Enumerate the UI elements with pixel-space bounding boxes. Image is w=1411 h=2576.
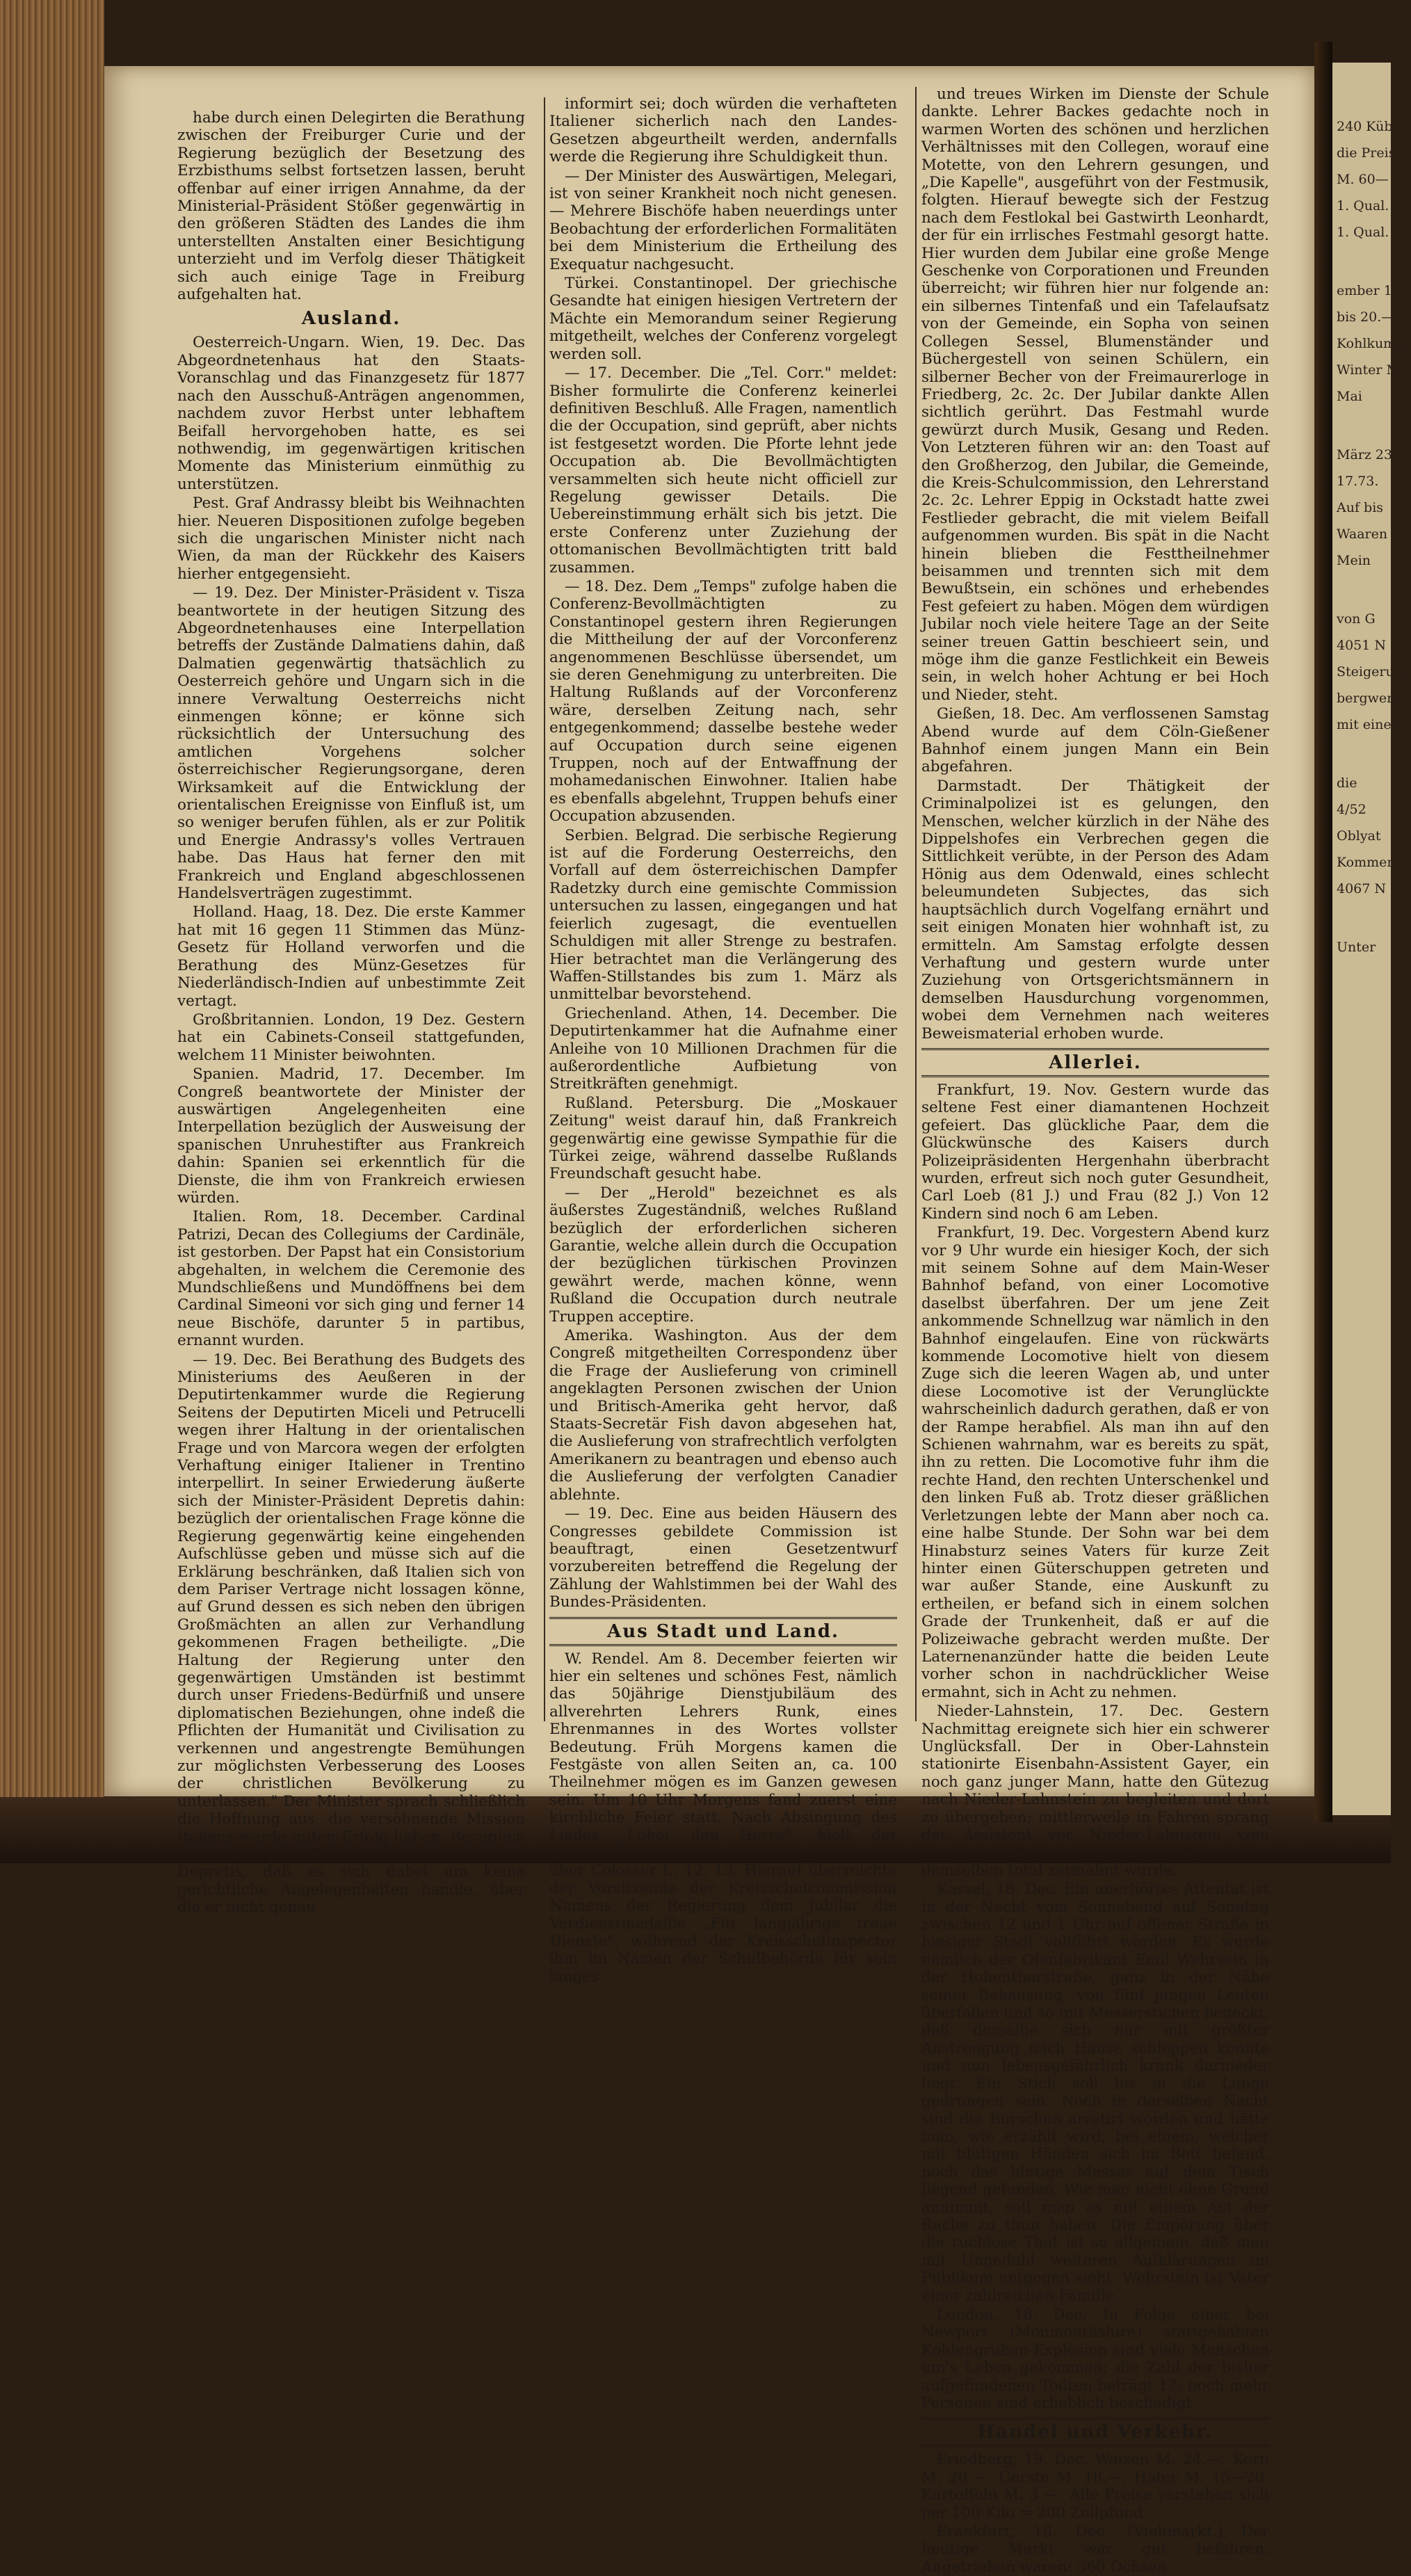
- book-page-edges: [0, 0, 104, 1863]
- paragraph: Amerika. Washington. Aus der dem Congreß mitgetheilten Correspondenz über die Frage der Auslieferung von criminell angeklagten Personen zwischen der Union und Britisch-Amerika geht hervor, daß Staats-Secretär Fish davon abgesehen hat, die Auslieferung von strafrechtlich verfolgten Amerikanern zu beantragen und ebenso auch die Auslieferung der verfolgten Canadier ablehnte.: [549, 1327, 897, 1504]
- paragraph: — 19. Dec. Eine aus beiden Häusern des Congresses gebildete Commission ist beauftragt, einen Gesetzentwurf vorzubereiten betreffend die Regelung der Zählung der Wahlstimmen bei der Wahl des Bundes-Präsidenten.: [549, 1505, 897, 1611]
- next-page-fragment: Mein: [1337, 553, 1371, 568]
- next-page-fragment: 1. Qual.: [1337, 225, 1389, 240]
- column-left: [177, 109, 525, 1917]
- paragraph: Frankfurt, 19. Dec. Vorgestern Abend kurz vor 9 Uhr wurde ein hiesiger Koch, der sich mit seinem Sohne auf dem Main-Weser Bahnhof befand, von einer Locomotive daselbst überfahren. Der um jene Zeit ankommende Schnellzug war nämlich in den Bahnhof eingelaufen. Eine von rückwärts kommende Locomotive hielt von diesem Zuge sich die leeren Wagen ab, und unter diese Locomotive ist der Verunglückte wahrscheinlich dadurch gerathen, daß er von der Rampe herabfiel. Als man ihn auf den Schienen wahrnahm, war es bereits zu spät, ihn zu retten. Die Locomotive fuhr ihm die rechte Hand, den rechten Unterschenkel und den linken Fuß ab. Trotz dieser gräßlichen Verletzungen lebte der Mann aber noch ca. eine halbe Stunde. Der Sohn war bei dem Hinabsturz seines Vaters für kurze Zeit hinter einen Güterschuppen getreten und war außer Stande, eine Auskunft zu ertheilen, er befand sich in einem solchen Grade der Trunkenheit, daß er auf die Polizeiwache gebracht werden mußte. Der Laternenanzünder hatte die beiden Leute vorher schon in nachdrücklicher Weise ermahnt, sich in Acht zu nehmen.: [921, 1224, 1269, 1701]
- next-page-fragment: bis 20.—: [1337, 309, 1395, 325]
- column-right: [921, 86, 1269, 2576]
- next-page-fragment: bergwert: [1337, 691, 1398, 706]
- next-page-fragment: von G: [1337, 611, 1376, 627]
- next-page-fragment: 240 Küb: [1337, 119, 1393, 134]
- paragraph: und treues Wirken im Dienste der Schule dankte. Lehrer Backes gedachte noch in warmen Worten des schönen und herzlichen Verhältnisses mit den Collegen, worauf eine Motette, von den Lehrern gesungen, und „Die Kapelle", ausgeführt von der Festmusik, folgten. Hierauf bewegte sich der Festzug nach dem Festlokal bei Gastwirth Leonhardt, der für ein irrlisches Festmahl gesorgt hatte. Hier wurden dem Jubilar eine große Menge Geschenke von Corporationen und Freunden überreicht; wir führen hier nur folgende an: ein silbernes Tintenfaß und ein Tafelaufsatz von der Gemeinde, ein Sopha von seinen Collegen Sessel, Blumenständer und Büchergestell von seinen Schülern, ein silberner Becher von der Freimaurerloge in Friedberg, 2c. 2c. Der Jubilar dankte Allen sichtlich gerührt. Das Festmahl wurde gewürzt durch Musik, Gesang und Reden. Von Letzteren führen wir an: den Toast auf den Großherzog, den Jubilar, die Gemeinde, die Kreis-Schulcommission, den Lehrerstand 2c. 2c. Lehrer Eppig in Ockstadt hatte zwei Festlieder gebracht, die mit vielem Beifall aufgenommen wurden. Bis spät in die Nacht hinein blieben die Festtheilnehmer beisammen und trennten sich mit dem Bewußtsein, ein schönes und erhebendes Fest gefeiert zu haben. Mögen dem würdigen Jubilar noch viele heitere Tage an der Seite seiner treuen Gattin beschieert sein, und möge ihm die ganze Festlichkeit ein Beweis sein, in welch hoher Achtung er bei Hoch und Nieder, steht.: [921, 86, 1269, 704]
- next-page-fragment: 1. Qual.: [1337, 198, 1389, 214]
- next-page-fragment: Kohlkumm: [1337, 336, 1409, 351]
- next-page-fragment: ember 1: [1337, 283, 1392, 298]
- paragraph: — 18. Dez. Dem „Temps" zufolge haben die Conferenz-Bevollmächtigten zu Constantinopel gestern ihren Regierungen die Mittheilung der auf der Vorconferenz angenommenen Beschlüsse übersendet, um sie deren Genehmigung zu unterbreiten. Die Haltung Rußlands auf der Vorconferenz wäre, derselben Zeitung nach, sehr entgegenkommend; dasselbe bestehe weder auf Occupation durch seine eigenen Truppen, noch auf der Entwaffnung der mohamedanischen Einwohner. Italien habe es ebenfalls abgelehnt, Truppen behufs einer Occupation abzusenden.: [549, 577, 897, 826]
- next-page-fragment: Oblyat: [1337, 828, 1381, 844]
- section-heading-ausland: Ausland.: [301, 308, 401, 330]
- paragraph: Frankfurt, 18. Dec. (Viehmarkt.) Der heutige Markt war gut befahren. Angetrieben waren: 360 Ochsen: [921, 2523, 1269, 2576]
- paragraph: Gießen, 18. Dec. Am verflossenen Samstag Abend wurde auf dem Cöln-Gießener Bahnhof einem jungen Mann ein Bein abgefahren.: [921, 705, 1269, 776]
- next-page-fragment: Kommen: [1337, 855, 1396, 870]
- next-page-fragment: 4/52: [1337, 802, 1366, 817]
- section-heading-allerlei: Allerlei.: [921, 1048, 1269, 1077]
- paragraph: habe durch einen Delegirten die Berathung zwischen der Freiburger Curie und der Regierung bezüglich der Besetzung des Erzbisthums selbst fortsetzen lassen, beruht offenbar auf einer irrigen Annahme, da der Ministerial-Präsident Stößer gegenwärtig in den größeren Städten des Landes die ihm unterstellten Anstalten einer Besichtigung unterzieht und im Verfolg dieser Thätigkeit sich auch einige Tage in Freiburg aufgehalten hat.: [177, 109, 525, 304]
- column-middle: [549, 95, 897, 1986]
- section-heading-aus-stadt-und-land: Aus Stadt und Land.: [549, 1617, 897, 1646]
- paragraph: Kassel, 18. Dec. Ein unerhörtes Attentat ist in der Nacht vom Sonnabend auf Sonntag zwischen 12 und 1 Uhr auf offener Straße in hiesiger Stadt vollführt worden. Es wurde nämlich der Ofenfabrikant Emil Wehrsein in der Hohenthorstraße, ganz in der Nähe seiner Behausung, von fünf jungen Leuten überfallen und so mit Messerstichen bedeckt, daß derselbe sich nur mit größter Anstrengung nach Hause schleppen konnte und nun lebensgefährlich krank darnieder liegt. Ein Stich soll bis in die Lunge gedrungen sein. Noch in derselben Nacht sind die Burschen arretirt worden und hätte man, wie erzählt wird, bei einem, welcher mit blutigen Händen sich im Bett befand, noch das blutige Messer auf dem Tisch liegend gefunden. Wie man nicht ohne Grund annimmt, soll man es mit einem Act der Rache zu thun haben. Die Empörung über die ruchlose That ist so allgemein, daß man mit Ungeduld weiteren Aufklärungen im Publikum entgegen sieht. Wehrstein ist Vater einer zahlreichen Familie.: [921, 1881, 1269, 2305]
- paragraph: Pest. Graf Andrassy bleibt bis Weihnachten hier. Neueren Dispositionen zufolge begeben sich die ungarischen Minister nicht nach Wien, da man der Rückkehr des Kaisers hierher entgegensieht.: [177, 494, 525, 583]
- next-page-fragment: mit einem: [1337, 717, 1404, 732]
- paragraph: W. Rendel. Am 8. December feierten wir hier ein seltenes und schönes Fest, nämlich das 50jährige Dienstjubiläum des allverehrten Lehrers Runk, eines Ehrenmannes in des Wortes vollster Bedeutung. Früh Morgens kamen die Festgäste von allen Seiten an, ca. 100 Theilnehmer mögen es im Ganzen gewesen sein. Um 10 Uhr Morgens fand zuerst eine kirchliche Feier statt. Nach Absingung des Liedes „Lobet den Herrn", hielt der Ortsgeistliche eine ergreifende Ansprache über Colosser I., 12. 13. Hierauf überreichte der Vorsitzende der Kreisschulcommission Namens der Regierung dem Jubilar die Verdienstmedaille „Für langjährige treue Dienste", während der Kreisschulinspector ihm im Namen der Schulbehörde für sein langes: [549, 1650, 897, 1986]
- paragraph: — Der „Herold" bezeichnet es als äußerstes Zugeständniß, welches Rußland bezüglich der erforderlichen sicheren Garantie, welche allein durch die Occupation der bezüglichen türkischen Provinzen gewährt werde, machen könne, wenn Rußland die Occupation durch neutrale Truppen acceptire.: [549, 1184, 897, 1326]
- paragraph: Frankfurt, 19. Nov. Gestern wurde das seltene Fest einer diamantenen Hochzeit gefeiert. Das glückliche Paar, dem die Glückwünsche des Kaisers durch Polizeipräsidenten Hergenhahn überbracht wurden, erfreut sich noch guter Gesundheit, Carl Loeb (81 J.) und Frau (82 J.) Von 12 Kindern sind noch 6 am Leben.: [921, 1081, 1269, 1223]
- next-page-fragment: Unter: [1337, 940, 1376, 955]
- paragraph: Türkei. Constantinopel. Der griechische Gesandte hat einigen hiesigen Vertretern der Mächte ein Memorandum seiner Regierung mitgetheilt, welches der Conferenz vorgelegt werden soll.: [549, 275, 897, 363]
- next-page-fragment: Winter M.: [1337, 362, 1405, 378]
- paragraph: — 19. Dez. Der Minister-Präsident v. Tisza beantwortete in der heutigen Sitzung des Abgeordnetenhauses eine Interpellation betreffs der Zustände Dalmatiens dahin, daß Dalmatien gegenwärtig thatsächlich zu Oesterreich gehöre und Ungarn sich in die innere Verwaltung Oesterreichs nicht einmengen könne; er könne sich rücksichtlich der Untersuchung des amtlichen Vorgehens solcher österreichischer Regierungsorgane, deren Wirksamkeit auf die Entwicklung der orientalischen Ereignisse von Einfluß ist, um so weniger berufen fühlen, als er zur Politik und Energie Andrassy's volles Vertrauen habe. Das Haus hat ferner den mit Frankreich und England abgeschlossenen Handelsverträgen zugestimmt.: [177, 584, 525, 903]
- column-rule-1: [544, 97, 545, 1721]
- paragraph: Großbritannien. London, 19 Dez. Gestern hat ein Cabinets-Conseil stattgefunden, welchem 11 Minister beiwohnten.: [177, 1011, 525, 1064]
- next-page-fragment: 17.73.: [1337, 474, 1379, 489]
- column-rule-2: [915, 87, 917, 1721]
- next-page-fragment: Waaren: [1337, 526, 1388, 542]
- next-page-fragment: M. 60—: [1337, 172, 1389, 187]
- paragraph: Serbien. Belgrad. Die serbische Regierung ist auf die Forderung Oesterreichs, den Vorfall auf dem österreichischen Dampfer Radetzky durch eine gemischte Commission untersuchen zu lassen, eingegangen und hat feierlich zugesagt, die eventuellen Schuldigen mit aller Strenge zu bestrafen. Hier betrachtet man die Verlängerung des Waffen-Stillstandes bis zum 1. März als unmittelbar bevorstehend.: [549, 826, 897, 1004]
- next-page-fragment: Steigerung: [1337, 664, 1411, 679]
- paragraph: — 17. December. Die „Tel. Corr." meldet: Bisher formulirte die Conferenz keinerlei definitiven Beschluß. Alle Fragen, namentlich die der Occupation, sind geprüft, aber nichts ist festgesetzt worden. Die Pforte lehnt jede Occupation ab. Die Bevollmächtigten versammelten sich heute nicht officiell zur Regelung gewisser Details. Die Uebereinstimmung erhält sich bis jetzt. Die erste Conferenz unter Zuziehung der ottomanischen Bevollmächtigten tritt bald zusammen.: [549, 364, 897, 577]
- next-page-fragment: die: [1337, 775, 1357, 791]
- next-page-fragment: Auf bis: [1337, 500, 1384, 515]
- paragraph: Oesterreich-Ungarn. Wien, 19. Dec. Das Abgeordnetenhaus hat den Staats-Voranschlag und das Finanzgesetz für 1877 nach den Ausschuß-Anträgen angenommen, nachdem zuvor Herbst unter lebhaftem Beifall hervorgehoben hatte, es sei nothwendig, im gegenwärtigen kritischen Momente das Ministerium einmüthig zu unterstützen.: [177, 334, 525, 493]
- next-page-fragment: die Preis: [1337, 145, 1396, 161]
- next-page-fragment: Mai: [1337, 389, 1362, 404]
- next-page-strip: [1332, 63, 1411, 1815]
- paragraph: London, 18. Dec. In Folge einer bei Newport (Monmouthshire) stattgehabten Kohlengruben-Explosion sind viele Menschen um's Leben gekommen; die Zahl der bisher aufgefundenen Todten beträgt 17; noch mehr Personen sind erheblich beschädigt.: [921, 2305, 1269, 2412]
- paragraph: Darmstadt. Der Thätigkeit der Criminalpolizei ist es gelungen, den Menschen, welcher kürzlich in der Nähe des Dippelshofes ein Verbrechen gegen die Sittlichkeit verübte, in der Person des Adam Hönig aus dem Odenwald, eines schlecht beleumundeten Subjectes, das sich hauptsächlich durch Vogelfang ernährt und seit einigen Monaten hier wohnhaft ist, zu ermitteln. Am Samstag erfolgte dessen Verhaftung und gestern wurde unter Zuziehung von Ortsgerichtsmännern in demselben Hausdurchung vorgenommen, wobei dem Vernehmen nach weiteres Beweismaterial erhoben wurde.: [921, 777, 1269, 1043]
- paragraph: informirt sei; doch würden die verhafteten Italiener sicherlich nach den Landes-Gesetzen abgeurtheilt werden, andernfalls werde die Regierung ihre Schuldigkeit thun.: [549, 95, 897, 166]
- paragraph: Spanien. Madrid, 17. December. Im Congreß beantwortete der Minister der auswärtigen Angelegenheiten eine Interpellation bezüglich der Ausweisung der spanischen Unruhestifter aus Frankreich dahin: Spanien sei erkenntlich für die Dienste, die ihm von Frankreich erwiesen würden.: [177, 1065, 525, 1207]
- next-page-fragment: März 23.: [1337, 447, 1397, 462]
- paragraph: Rußland. Petersburg. Die „Moskauer Zeitung" weist darauf hin, daß Frankreich gegenwärtig eine gewisse Sympathie für die Türkei zeige, während dasselbe Rußlands Freundschaft gesucht habe.: [549, 1094, 897, 1183]
- paragraph: Holland. Haag, 18. Dez. Die erste Kammer hat mit 16 gegen 11 Stimmen das Münz-Gesetz für Holland verworfen und die Berathung des Münz-Gesetzes für Niederländisch-Indien auf unbestimmte Zeit vertagt.: [177, 903, 525, 1010]
- next-page-fragment: 4051 N: [1337, 638, 1387, 653]
- paragraph: Griechenland. Athen, 14. December. Die Deputirtenkammer hat die Aufnahme einer Anleihe von 10 Millionen Drachmen für die außerordentliche Aufbietung von Streitkräften genehmigt.: [549, 1004, 897, 1093]
- paragraph: — 19. Dec. Bei Berathung des Budgets des Ministeriums des Aeußeren in der Deputirtenkammer wurde die Regierung Seitens der Deputirten Miceli und Petrucelli wegen ihrer Haltung in der orientalischen Frage und von Marcora wegen der erfolgten Verhaftung einiger Italiener in Trentino interpellirt. In seiner Erwiederung äußerte sich der Minister-Präsident Depretis dahin: bezüglich der orientalischen Frage könne die Regierung gegenwärtig keine eingehenden Aufschlüsse geben und müsse sich auf die Erklärung beschränken, daß Italien sich von dem Pariser Vertrage nicht lossagen könne, auf Grund dessen es sich neben den übrigen Großmächten an allen zur Verhandlung gekommenen Fragen betheiligte. „Die Haltung der Regierung unter den gegenwärtigen Umständen ist bestimmt durch unser Friedens-Bedürfniß und unsere diplomatischen Beziehungen, ohne indeß die Pflichten der Humanität und Civilisation zu verkennen und angestrengte Bemühungen zur möglichsten Verbesserung des Looses der christlichen Bevölkerung zu unterlassen." Der Minister sprach schließlich die Hoffnung aus, die versöhnende Mission Italiens werde guten Erfolg haben. Bezüglich der Interpellation Marcora's erklärte Depretis, daß es sich dabei um keine gerichtliche Angelegenheiten handle, über die er nicht genau: [177, 1351, 525, 1917]
- book-gutter: [1314, 42, 1332, 1822]
- paragraph: Friedberg, 19. Dec. Waizen M. 24.—. Korn M. 20.—. Gerste M. 18.—. Hafer M. 15—20. Kartoffeln M. 3.—. Alle Preise verstehen sich per 100 Kilo = 200 Zollpfund.: [921, 2451, 1269, 2522]
- paragraph: — Der Minister des Auswärtigen, Melegari, ist von seiner Krankheit noch nicht genesen. — Mehrere Bischöfe haben neuerdings unter Beobachtung der erforderlichen Formalitäten bei dem Ministerium die Ertheilung des Exequatur nachgesucht.: [549, 167, 897, 273]
- paragraph: Italien. Rom, 18. December. Cardinal Patrizi, Decan des Collegiums der Cardinäle, ist gestorben. Der Papst hat ein Consistorium abgehalten, in welchem die Ceremonie des Mundschließens und Mundöffnens bei dem Cardinal Simeoni vor sich ging und ferner 14 neue Bischöfe, darunter 5 in partibus, ernannt wurden.: [177, 1208, 525, 1350]
- section-heading-handel-und-verkehr: Handel und Verkehr.: [921, 2417, 1269, 2447]
- next-page-fragment: 4067 N: [1337, 881, 1387, 896]
- paragraph: Nieder-Lahnstein, 17. Dec. Gestern Nachmittag ereignete sich hier ein schwerer Unglücksfall. Der in Ober-Lahnstein stationirte Eisenbahn-Assistent Gayer, ein noch ganz junger Mann, hatte den Gütezug nach Nieder-Lahnstein zu begleiten und dort zu übergeben; mittlerweile in Fahren sprang der Assistent vor Nieder-Lahnstein vom Zuge, fiel aber so unglücklich, daß er von demselben total zermalmt wurde.: [921, 1702, 1269, 1879]
